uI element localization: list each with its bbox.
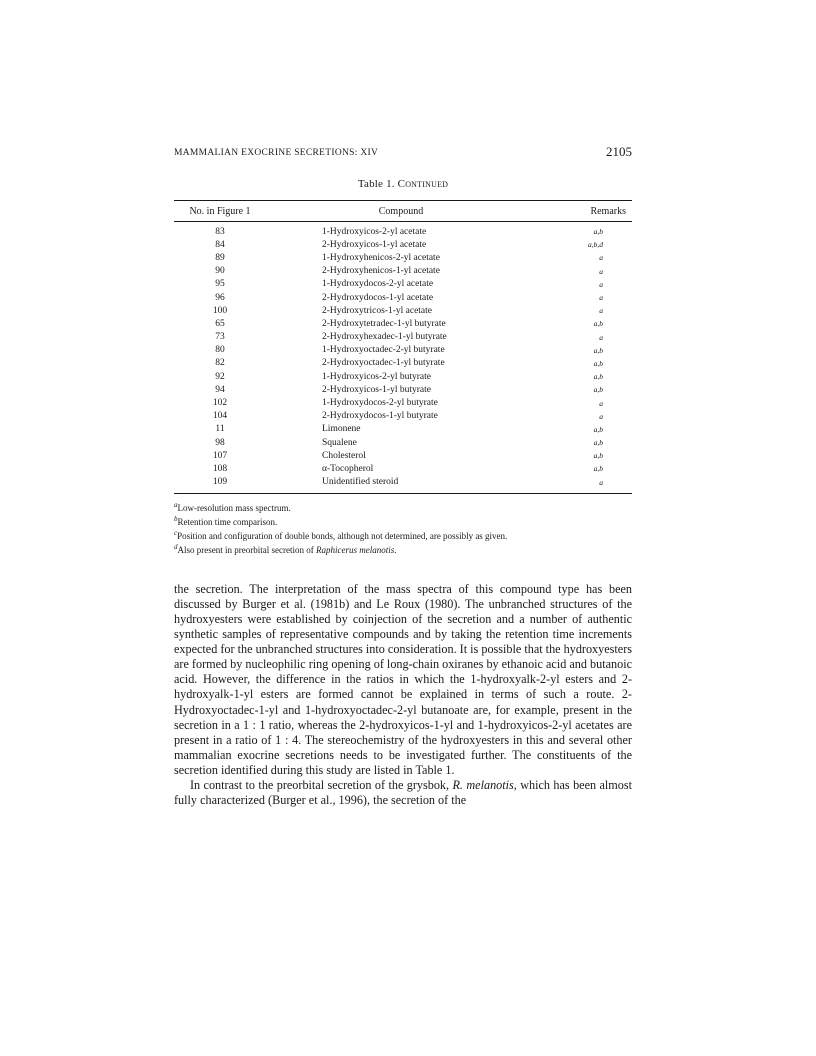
body-paragraph-2: In contrast to the preorbital secretion of the grysbok, R. melanotis, which has been almost fully characterized (Burger et al., 1996), the secretion of the [174, 777, 632, 808]
cell-no: 102 [212, 398, 228, 409]
cell-no: 80 [215, 345, 225, 356]
table-row [174, 449, 632, 462]
cell-compound: Squalene [322, 437, 357, 448]
running-head [174, 144, 632, 162]
table-row [174, 225, 632, 238]
cell-remarks: a [599, 253, 603, 263]
table-row [174, 410, 632, 423]
table-row [174, 476, 632, 489]
table-row [174, 396, 632, 409]
cell-no: 65 [215, 318, 225, 329]
cell-no: 92 [215, 371, 225, 382]
table-row [174, 462, 632, 475]
cell-remarks: a [599, 398, 603, 408]
column-header-remarks: Remarks [590, 205, 626, 217]
cell-no: 89 [215, 252, 225, 263]
cell-no: 73 [215, 332, 225, 343]
table-footnotes [174, 500, 632, 556]
cell-compound: 2-Hydroxyhenicos-1-yl acetate [322, 266, 440, 277]
table-row [174, 291, 632, 304]
cell-remarks: a,b [593, 438, 603, 448]
table-caption-prefix: Table 1. [357, 178, 395, 190]
cell-remarks: a,b,d [588, 240, 603, 250]
cell-no: 95 [215, 279, 225, 290]
cell-no: 83 [215, 226, 225, 237]
cell-no: 90 [215, 266, 225, 277]
table-row [174, 423, 632, 436]
cell-compound: 1-Hydroxyicos-2-yl butyrate [322, 371, 431, 382]
cell-compound: α-Tocopherol [322, 463, 374, 474]
cell-remarks: a,b [593, 227, 603, 237]
cell-compound: 2-Hydroxyicos-1-yl butyrate [322, 384, 431, 395]
cell-no: 84 [215, 239, 225, 250]
cell-remarks: a,b [593, 319, 603, 329]
cell-compound: Cholesterol [322, 450, 366, 461]
cell-compound: 1-Hydroxydocos-2-yl butyrate [322, 398, 438, 409]
cell-remarks: a [599, 332, 603, 342]
cell-compound: 1-Hydroxydocos-2-yl acetate [322, 279, 434, 290]
cell-compound: 2-Hydroxydocos-1-yl acetate [322, 292, 434, 303]
cell-compound: 2-Hydroxytetradec-1-yl butyrate [322, 318, 446, 329]
table-row [174, 278, 632, 291]
table-row [174, 383, 632, 396]
table-row [174, 251, 632, 264]
table-row [174, 357, 632, 370]
cell-compound: Unidentified steroid [322, 477, 399, 488]
table-row [174, 265, 632, 278]
cell-no: 108 [212, 463, 228, 474]
cell-compound: 1-Hydroxyicos-2-yl acetate [322, 226, 427, 237]
cell-remarks: a,b [593, 372, 603, 382]
table-row [174, 238, 632, 251]
journal-page [174, 144, 632, 808]
page-number: 2105 [606, 144, 632, 159]
cell-remarks: a [599, 293, 603, 303]
table-row [174, 317, 632, 330]
cell-remarks: a,b [593, 385, 603, 395]
cell-no: 96 [215, 292, 225, 303]
table-row [174, 344, 632, 357]
table-caption [174, 178, 632, 194]
table-row [174, 331, 632, 344]
cell-compound: 1-Hydroxyhenicos-2-yl acetate [322, 252, 440, 263]
cell-no: 107 [212, 450, 228, 461]
cell-no: 11 [215, 424, 225, 435]
cell-no: 100 [212, 305, 228, 316]
table-body [174, 222, 632, 489]
cell-remarks: a [599, 306, 603, 316]
cell-remarks: a [599, 411, 603, 421]
cell-compound: 2-Hydroxydocos-1-yl butyrate [322, 411, 438, 422]
column-header-compound: Compound [378, 205, 424, 217]
cell-no: 104 [212, 411, 228, 422]
cell-remarks: a,b [593, 451, 603, 461]
cell-remarks: a [599, 477, 603, 487]
cell-no: 98 [215, 437, 225, 448]
cell-compound: 2-Hydroxyicos-1-yl acetate [322, 239, 427, 250]
footnote-c: $^c$Position and configuration of double bonds, although not determined, are possibly as given. [174, 528, 508, 541]
cell-no: 82 [215, 358, 225, 369]
journal-title: MAMMALIAN EXOCRINE SECRETIONS: XIV [174, 148, 379, 158]
table-caption-suffix: Continued [397, 178, 449, 190]
body-paragraph-1: the secretion. The interpretation of the mass spectra of this compound type has been discussed by Burger et al. (1981b) and Le Roux (1980). The unbranched structures of the hydroxyesters were established by coinjection of the secretion and a number of authentic synthetic samples of representative compounds and by taking the retention time increments expected for the unbranched structures into consideration. It is possible that the hydroxyesters are formed by nucleophilic ring opening of long-chain oxiranes by ethanoic acid and butanoic acid. However, the difference in the ratios in which the 1-hydroxyalk-2-yl esters and 2-hydroxyalk-1-yl esters are formed cannot be explained in terms of such a route. 2-Hydroxyoctadec-1-yl and 1-hydroxyoctadec-2-yl butanoate are, for example, present in the secretion in a 1 : 1 ratio, whereas the 2-hydroxyicos-1-yl and 1-hydroxyicos-2-yl acetates are present in a ratio of 1 : 4. The stereochemistry of the hydroxyesters in this and several other mammalian exocrine secretions needs to be investigated further. The constituents of the secretion identified during this study are listed in Table 1. [174, 581, 632, 777]
footnote-b: $^b$Retention time comparison. [174, 514, 278, 527]
table-header-row [174, 201, 632, 221]
cell-remarks: a [599, 279, 603, 289]
table-row [174, 436, 632, 449]
cell-compound: 2-Hydroxyoctadec-1-yl butyrate [322, 358, 445, 369]
cell-no: 94 [215, 384, 225, 395]
table-row [174, 370, 632, 383]
cell-compound: 2-Hydroxyhexadec-1-yl butyrate [322, 332, 447, 343]
cell-remarks: a,b [593, 345, 603, 355]
cell-remarks: a,b [593, 464, 603, 474]
body-text [174, 582, 632, 808]
table-bottom-rule [174, 493, 632, 494]
table-row [174, 304, 632, 317]
column-header-no: No. in Figure 1 [189, 205, 251, 217]
cell-remarks: a,b [593, 358, 603, 368]
footnote-a: $^a$Low-resolution mass spectrum. [174, 500, 291, 513]
cell-remarks: a,b [593, 424, 603, 434]
cell-no: 109 [212, 477, 228, 488]
cell-remarks: a [599, 266, 603, 276]
cell-compound: 1-Hydroxyoctadec-2-yl butyrate [322, 345, 445, 356]
footnote-d: $^d$Also present in preorbital secretion of Raphicerus melanotis. [174, 542, 397, 555]
cell-compound: Limonene [322, 424, 361, 435]
cell-compound: 2-Hydroxytricos-1-yl acetate [322, 305, 432, 316]
